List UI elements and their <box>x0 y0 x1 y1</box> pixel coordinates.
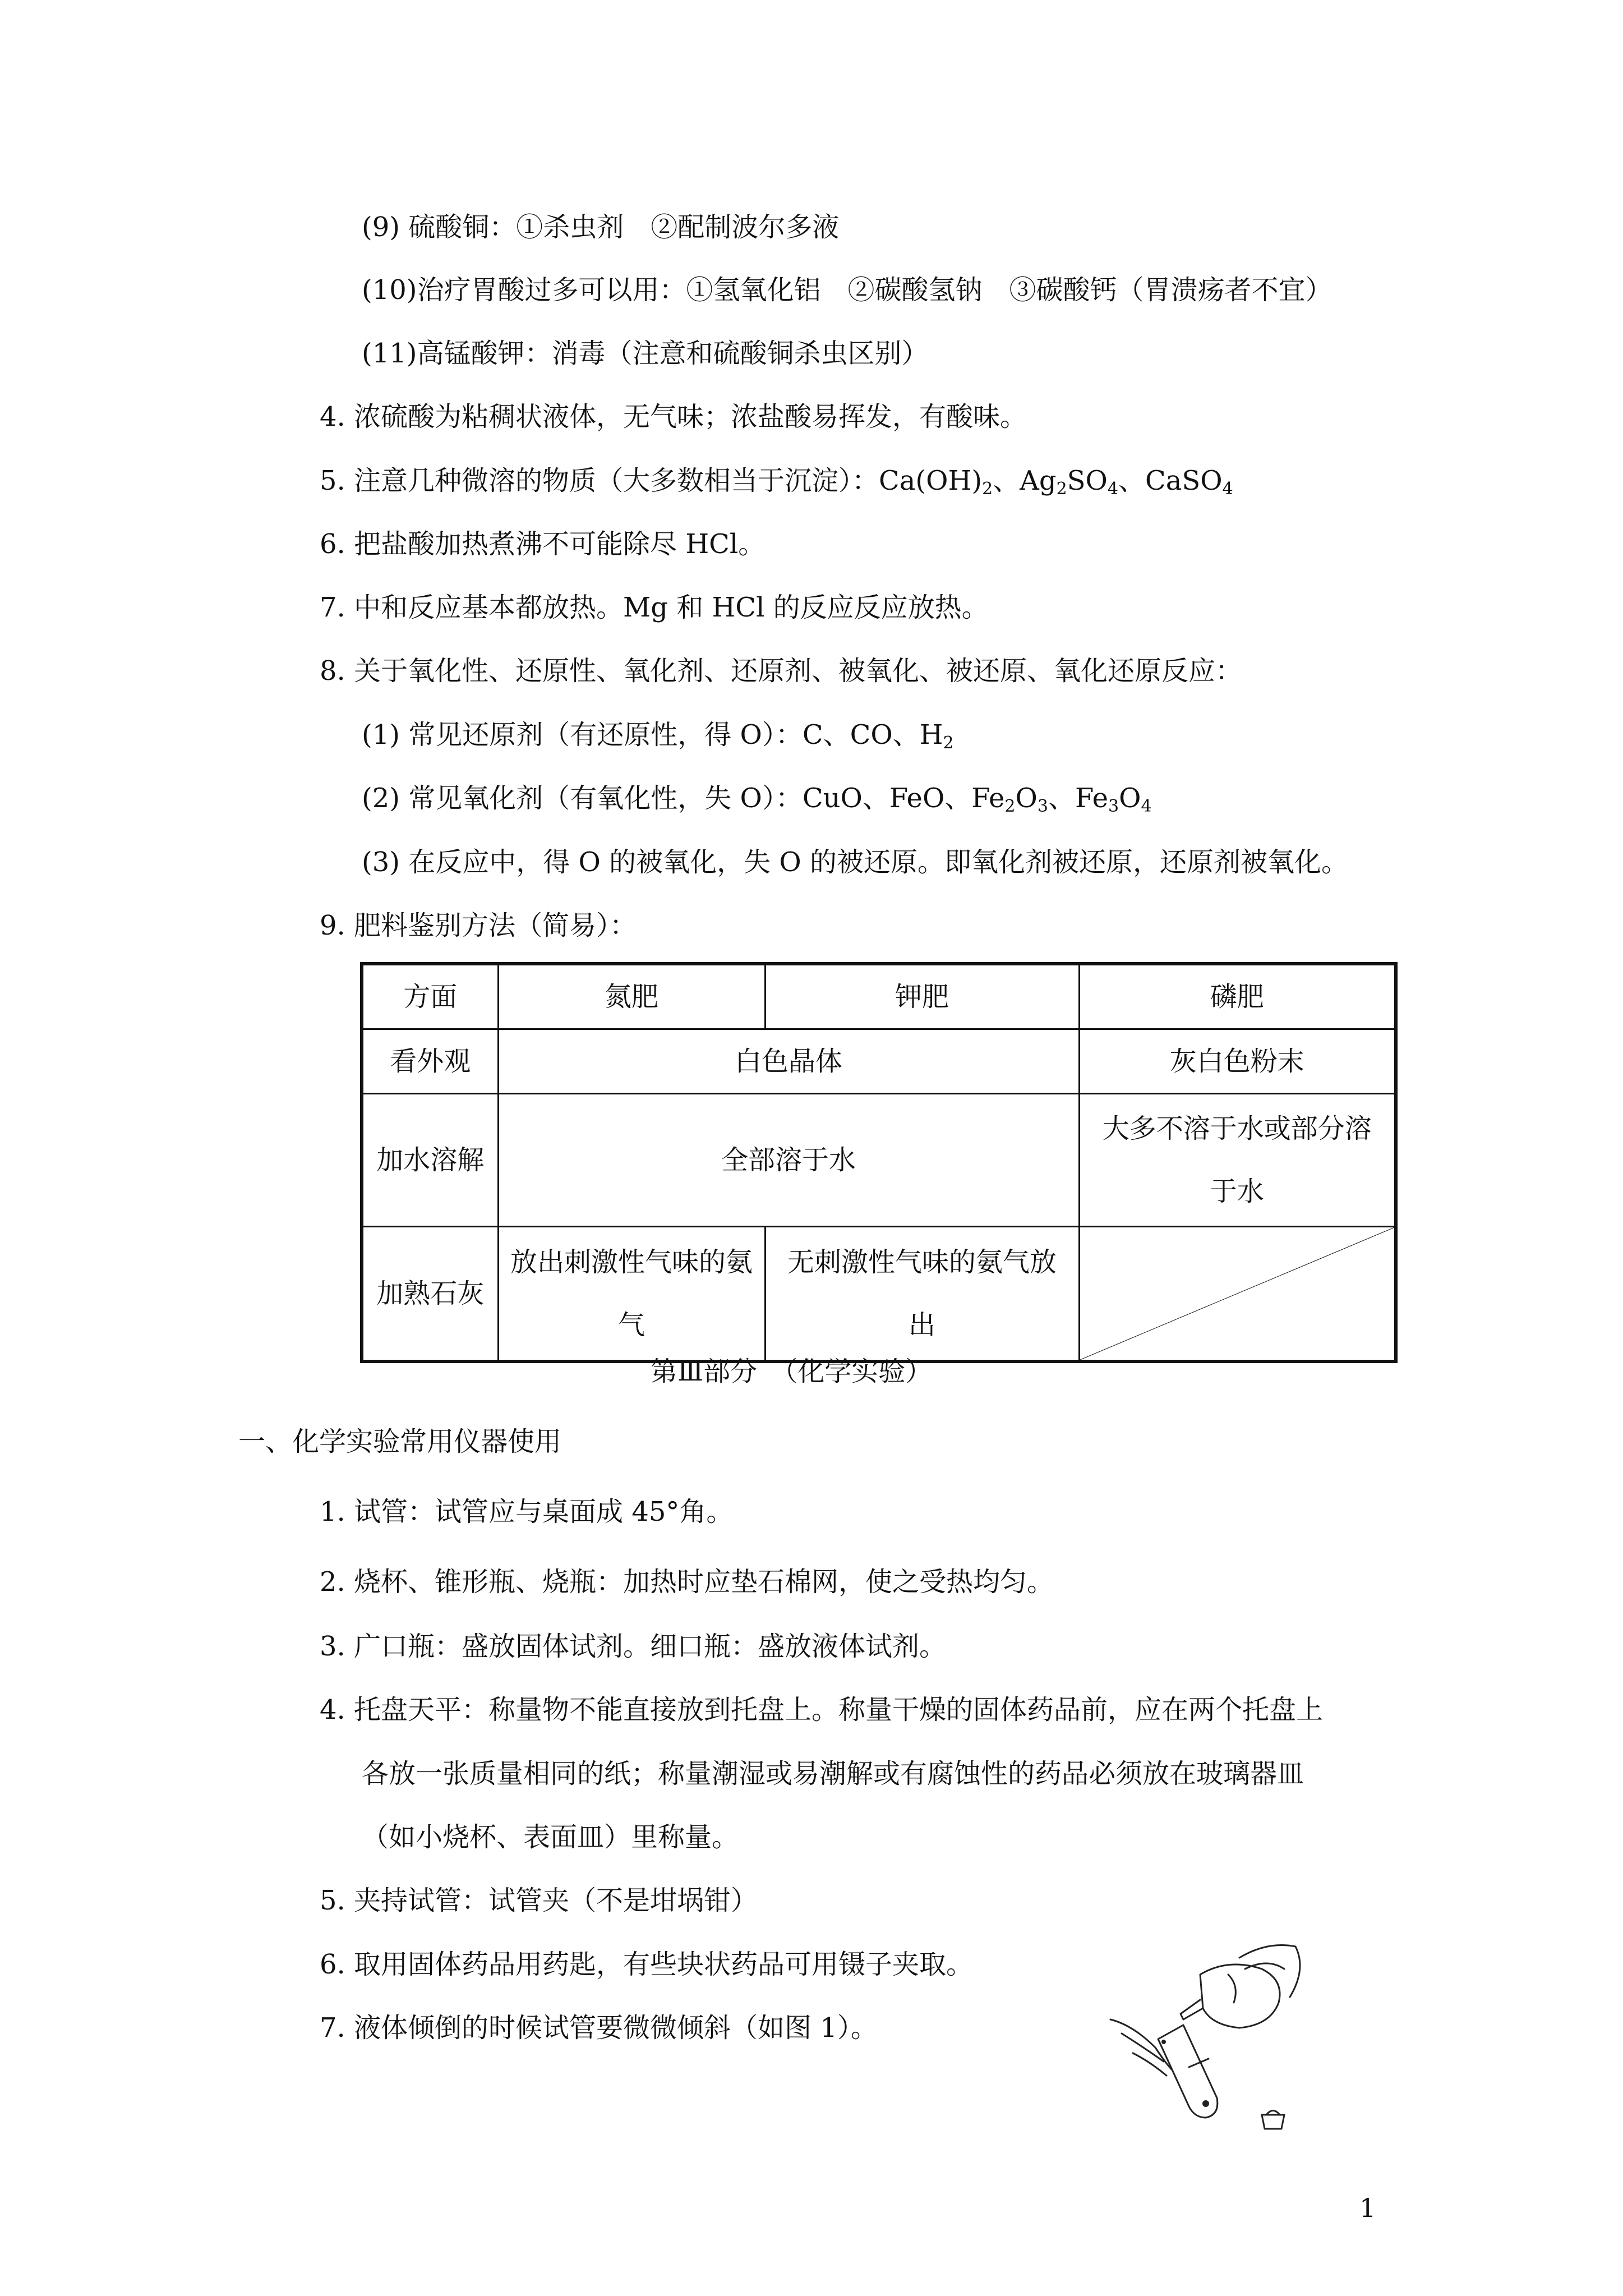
item-11: (11)高锰酸钾：消毒（注意和硫酸铜杀虫区别） <box>362 338 929 369</box>
row-label: 加熟石灰 <box>362 1227 498 1362</box>
point-6: 6. 把盐酸加热煮沸不可能除尽 HCl。 <box>320 528 766 560</box>
point-8-1: (1) 常见还原剂（有还原性，得 O）：C、CO、$H_2$ <box>362 719 954 753</box>
item-9: (9) 硫酸铜：①杀虫剂 ②配制波尔多液 <box>362 211 840 243</box>
cell-n-lime: 放出刺激性气味的氨气 <box>498 1227 765 1362</box>
instrument-item-4-cont: 各放一张质量相同的纸；称量潮湿或易潮解或有腐蚀性的药品必须放在玻璃器皿 <box>362 1758 1304 1789</box>
instrument-item-4: 4. 托盘天平：称量物不能直接放到托盘上。称量干燥的固体药品前，应在两个托盘上 <box>320 1694 1324 1726</box>
cell-p-lime-empty <box>1079 1227 1396 1362</box>
row-label: 看外观 <box>362 1029 498 1094</box>
cell-nk-appearance: 白色晶体 <box>498 1029 1079 1094</box>
point-8-2: (2) 常见氧化剂（有氧化性，失 O）：CuO、FeO、$Fe_2O_3$、$Fe_3O_4$ <box>362 783 1152 816</box>
row-label: 加水溶解 <box>362 1094 498 1227</box>
liquid-pouring-illustration <box>1099 1935 1312 2137</box>
table-row-lime <box>362 1227 1396 1362</box>
header-nitrogen: 氮肥 <box>498 964 765 1029</box>
header-phosphorus: 磷肥 <box>1079 964 1396 1029</box>
instrument-item-5: 5. 夹持试管：试管夹（不是坩埚钳） <box>320 1885 758 1916</box>
header-potassium: 钾肥 <box>765 964 1079 1029</box>
fertilizer-table <box>360 962 1398 1363</box>
table-row-appearance <box>362 1029 1396 1094</box>
cell-nk-dissolve: 全部溶于水 <box>498 1094 1079 1227</box>
instrument-item-3: 3. 广口瓶：盛放固体试剂。细口瓶：盛放液体试剂。 <box>320 1631 947 1662</box>
table-row-dissolve <box>362 1094 1396 1227</box>
page-number: 1 <box>1359 2193 1376 2223</box>
point-8-3: (3) 在反应中，得 O 的被氧化，失 O 的被还原。即氧化剂被还原，还原剂被氧化。 <box>362 846 1348 878</box>
section-heading: 一、化学实验常用仪器使用 <box>238 1426 562 1457</box>
instrument-item-2: 2. 烧杯、锥形瓶、烧瓶：加热时应垫石棉网，使之受热均匀。 <box>320 1566 1054 1598</box>
table-header-row <box>362 964 1396 1029</box>
instrument-item-1: 1. 试管：试管应与桌面成 45°角。 <box>320 1496 734 1527</box>
header-aspect: 方面 <box>362 964 498 1029</box>
cell-k-lime: 无刺激性气味的氨气放出 <box>765 1227 1079 1362</box>
instrument-item-4-cont2: （如小烧杯、表面皿）里称量。 <box>362 1821 739 1853</box>
instrument-item-6: 6. 取用固体药品用药匙，有些块状药品可用镊子夹取。 <box>320 1949 974 1980</box>
point-4: 4. 浓硫酸为粘稠状液体，无气味；浓盐酸易挥发，有酸味。 <box>320 401 1027 432</box>
point-7: 7. 中和反应基本都放热。Mg 和 HCl 的反应反应放热。 <box>320 592 989 623</box>
point-8: 8. 关于氧化性、还原性、氧化剂、还原剂、被氧化、被还原、氧化还原反应： <box>320 655 1243 687</box>
instrument-item-7: 7. 液体倾倒的时候试管要微微倾斜（如图 1）。 <box>320 2012 878 2044</box>
point-5: 5. 注意几种微溶的物质（大多数相当于沉淀）：$Ca(OH)_2$、$Ag_2SO_4$、CaSO$_4$ <box>320 465 1233 499</box>
item-10: (10)治疗胃酸过多可以用：①氢氧化铝 ②碳酸氢钠 ③碳酸钙（胃溃疡者不宜） <box>362 274 1332 306</box>
diagonal-line <box>1080 1227 1395 1360</box>
part-title: 第Ⅲ部分 （化学实验） <box>651 1356 933 1387</box>
cell-p-appearance: 灰白色粉末 <box>1079 1029 1396 1094</box>
cell-p-dissolve: 大多不溶于水或部分溶于水 <box>1079 1094 1396 1227</box>
point-9: 9. 肥料鉴别方法（简易）： <box>320 910 637 941</box>
